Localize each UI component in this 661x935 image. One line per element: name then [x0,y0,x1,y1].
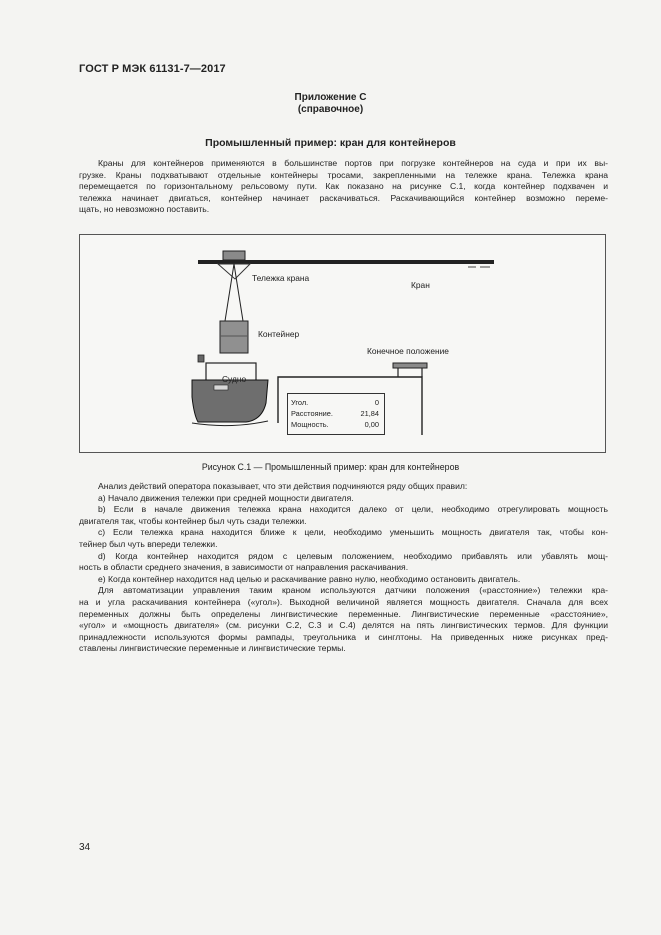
sensor-readout [287,393,385,435]
rule-c-cont: тейнер был чуть впереди тележки. [79,538,218,549]
automation-line: принадлежности используются формы рампады, треугольника и синглтоны. На приведенных ниже рисунках пред- [79,631,608,642]
power-value: 0,00 [364,420,379,429]
analysis-line: Анализ действий оператора показывает, что эти действия подчиняются ряду общих правил: [98,481,468,491]
rule-e: e) Когда контейнер находится над целью и раскачивание равно нулю, необходимо остановить двигатель. [98,573,521,584]
intro-line: перемещается по горизонтальному рельсовому пути. Как показано на рисунке С.1, когда контейнер подхвачен и [79,181,608,192]
figure-caption: Рисунок С.1 — Промышленный пример: кран для контейнеров [201,462,460,472]
angle-value: 0 [374,398,379,407]
trolley-label: Тележка крана [252,273,310,283]
target-platform [393,363,427,368]
appendix-title: Приложение С [294,92,367,103]
ship-label: Судно [222,374,247,384]
crane-cable [225,264,234,321]
readout-distance-row [291,408,379,419]
ship-hull [192,380,268,422]
automation-line: на и угла раскачивания контейнера («угол»). Выходной величиной является мощность двигателя. Сначала для всех [79,596,608,607]
readout-angle-row [291,397,379,408]
intro-line: тележка начинает двигаться, контейнер начинает раскачиваться. Раскачивающийся контейнер возможно переме- [79,192,608,203]
intro-paragraph [79,158,608,216]
power-label: Мощность. [291,420,329,429]
crane-label: Кран [411,280,430,290]
intro-line: щать, но невозможно поставить. [79,204,210,215]
crane-figure [79,234,606,453]
crane-rail [198,260,494,264]
rule-d-cont: ность в области среднего значения, в зависимости от направления раскачивания. [79,562,409,573]
intro-line: грузке. Краны подхватывают отдельные контейнеры тросами, закрепленными на тележке крана. Тележка крана [79,169,608,180]
rule-a: а) Начало движения тележки при средней мощности двигателя. [98,492,354,503]
container [220,321,248,353]
rule-b-cont: двигателя так, чтобы контейнер был чуть сзади тележки. [79,515,307,526]
page-number: 34 [79,842,91,853]
rule-b: b) Если в начале движения тележка крана находится далеко от цели, необходимо отрегулировать мощность [98,504,608,515]
automation-line: переменных должны быть определены лингвистические переменные. Лингвистические переменные «расстояние», [79,608,608,619]
trolley [223,251,245,260]
analysis-text [79,481,608,655]
container-label: Контейнер [258,329,300,339]
automation-line: ставлены лингвистические переменные и лингвистические термы. [79,643,346,654]
ship-mast [198,355,204,362]
rule-c: c) Если тележка крана находится ближе к цели, необходимо уменьшить мощность двигателя так, чтобы кон- [98,527,608,538]
angle-label: Угол. [291,398,309,407]
appendix-subtitle: (справочное) [297,104,364,115]
final-position-label: Конечное положение [367,346,449,356]
intro-line: Краны для контейнеров применяются в большинстве портов при погрузке контейнеров на суда и при их вы- [98,158,608,168]
automation-line: «угол» и «мощность двигателя» (см. рисунки С.2, С.3 и С.4) делятся на пять лингвистических термов. Для функции [79,620,608,631]
rule-d: d) Когда контейнер находится рядом с целевым положением, необходимо прибавлять или убавлять мощ- [98,550,608,561]
distance-value: 21,84 [360,409,379,418]
standard-header: ГОСТ Р МЭК 61131-7—2017 [79,63,226,75]
section-title: Промышленный пример: кран для контейнеров [205,137,456,149]
ship-deck-window [214,385,228,390]
distance-label: Расстояние. [291,409,333,418]
readout-power-row [291,419,379,430]
automation-line: Для автоматизации управления таким краном используются датчики положения («расстояние») тележки кра- [98,585,608,596]
